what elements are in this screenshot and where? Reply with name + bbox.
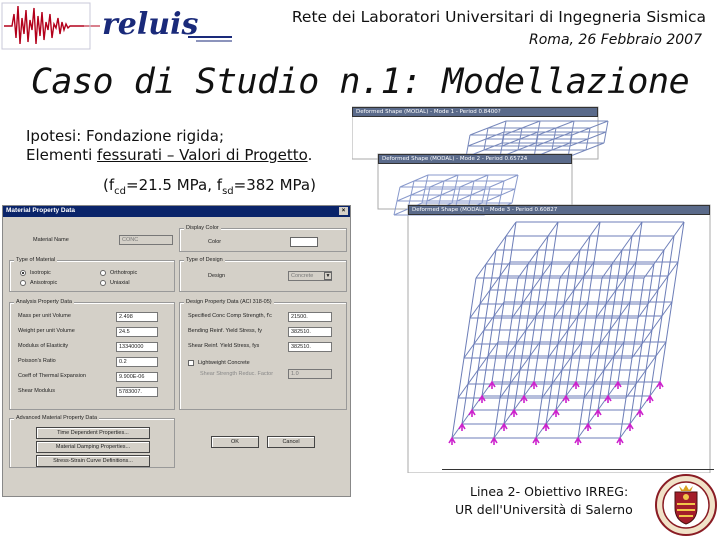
lightweight-checkbox[interactable] (188, 360, 194, 366)
analysis-row-label: Mass per unit Volume (18, 313, 71, 319)
color-label: Color (208, 239, 222, 245)
close-icon[interactable]: × (339, 207, 348, 215)
footer-line-1: Linea 2- Obiettivo IRREG: (470, 484, 629, 499)
formula-part: =382 MPa) (233, 176, 316, 194)
orthotropic-label: Orthotropic (110, 270, 138, 276)
material-name-label: Material Name (33, 237, 69, 243)
isotropic-label: Isotropic (30, 270, 51, 276)
design-row-label: Shear Reinf. Yield Stress, fys (188, 343, 260, 349)
material-damping-button[interactable]: Material Damping Properties... (36, 441, 150, 453)
analysis-row-label: Poisson's Ratio (18, 358, 56, 364)
anisotropic-label: Anisotropic (30, 280, 58, 286)
analysis-row-field[interactable]: 2.498 (116, 312, 158, 322)
shear-reduction-label: Shear Strength Reduc. Factor (200, 371, 274, 377)
formula-sub-sd: sd (222, 186, 234, 197)
analysis-row-label: Weight per unit Volume (18, 328, 75, 334)
analysis-row-field[interactable]: 13340000 (116, 342, 158, 352)
hypothesis-line-2 (26, 146, 312, 165)
isotropic-radio[interactable] (20, 270, 26, 276)
mode-2-title: Deformed Shape (MODAL) - Mode 2 - Period 0.65724 (382, 156, 528, 162)
analysis-row-label: Shear Modulus (18, 388, 55, 394)
design-label: Design (208, 273, 226, 279)
type-of-design-group (179, 257, 347, 292)
formula-sub-cd: cd (114, 186, 126, 197)
design-values-formula (103, 176, 316, 201)
window-mode-2[interactable] (378, 154, 572, 164)
orthotropic-radio[interactable] (100, 270, 106, 276)
type-of-design-label: Type of Design (186, 257, 223, 263)
display-color-label: Display Color (186, 225, 219, 231)
mode-1-title: Deformed Shape (MODAL) - Mode 1 - Period 0.8400? (356, 109, 501, 115)
shear-reduction-field[interactable]: 1.0 (288, 369, 332, 379)
analysis-row-field[interactable]: 5783007. (116, 387, 158, 397)
formula-part: (f (103, 176, 115, 194)
window-mode-1[interactable] (352, 107, 598, 117)
hypothesis-prefix: Elementi (26, 146, 98, 164)
frame-member (604, 132, 606, 143)
analysis-row-field[interactable]: 0.2 (116, 357, 158, 367)
svg-text:reluis: reluis (102, 7, 199, 42)
ok-button[interactable]: OK (211, 436, 259, 448)
uniaxial-radio[interactable] (100, 280, 106, 286)
design-group-label: Design Property Data (ACI 318-05) (186, 299, 272, 305)
design-row-field[interactable]: 382510. (288, 327, 332, 337)
reluis-logo (0, 0, 235, 52)
design-row-field[interactable]: 382510. (288, 342, 332, 352)
lightweight-label: Lightweight Concrete (198, 360, 250, 366)
advanced-property-group (9, 415, 175, 468)
design-select[interactable]: Concrete (288, 271, 332, 281)
uniaxial-label: Uniaxial (110, 280, 130, 286)
type-of-material-group (9, 257, 175, 292)
header-place-date: Roma, 26 Febbraio 2007 (529, 32, 702, 48)
frame-member (394, 209, 408, 215)
hypothesis-line-1: Ipotesi: Fondazione rigida; (26, 127, 225, 145)
design-row-label: Bending Reinf. Yield Stress, fy (188, 328, 262, 334)
material-name-field[interactable]: CONC (119, 235, 173, 245)
hypothesis-suffix: . (307, 146, 313, 164)
mode-3-title: Deformed Shape (MODAL) - Mode 3 - Period 0.60827 (412, 207, 558, 213)
footer-line-2: UR dell'Università di Salerno (455, 502, 633, 517)
anisotropic-radio[interactable] (20, 280, 26, 286)
formula-part: =21.5 MPa, f (126, 176, 223, 194)
window-mode-3[interactable] (408, 205, 710, 215)
footer-divider (442, 469, 714, 470)
advanced-group-label: Advanced Material Property Data (16, 415, 98, 421)
display-color-group (179, 225, 347, 252)
dialog-title: Material Property Data (6, 207, 75, 214)
analysis-row-field[interactable]: 24.5 (116, 327, 158, 337)
color-swatch[interactable] (290, 237, 318, 247)
frame-member (606, 121, 608, 132)
design-property-group (179, 299, 347, 410)
analysis-row-label: Coeff of Thermal Expansion (18, 373, 86, 379)
analysis-row-field[interactable]: 9.900E-06 (116, 372, 158, 382)
university-seal-icon (655, 474, 717, 536)
analysis-property-group (9, 299, 175, 410)
type-of-material-label: Type of Material (16, 257, 56, 263)
header-institution: Rete dei Laboratori Universitari di Ingegneria Sismica (291, 8, 706, 26)
design-row-field[interactable]: 21500. (288, 312, 332, 322)
modal-shapes-area (352, 103, 720, 473)
chevron-down-icon[interactable]: ▼ (325, 273, 331, 279)
hypothesis-underlined: fessurati – Valori di Progetto (97, 146, 308, 164)
analysis-group-label: Analysis Property Data (16, 299, 72, 305)
slide-title: Caso di Studio n.1: Modellazione (30, 62, 690, 102)
dialog-titlebar (3, 206, 350, 217)
cancel-button[interactable]: Cancel (267, 436, 315, 448)
material-property-dialog (2, 205, 351, 497)
stress-strain-button[interactable]: Stress-Strain Curve Definitions... (36, 455, 150, 467)
time-dependent-button[interactable]: Time Dependent Properties... (36, 427, 150, 439)
design-row-label: Specified Conc Comp Strength, f'c (188, 313, 272, 319)
analysis-row-label: Modulus of Elasticity (18, 343, 69, 349)
